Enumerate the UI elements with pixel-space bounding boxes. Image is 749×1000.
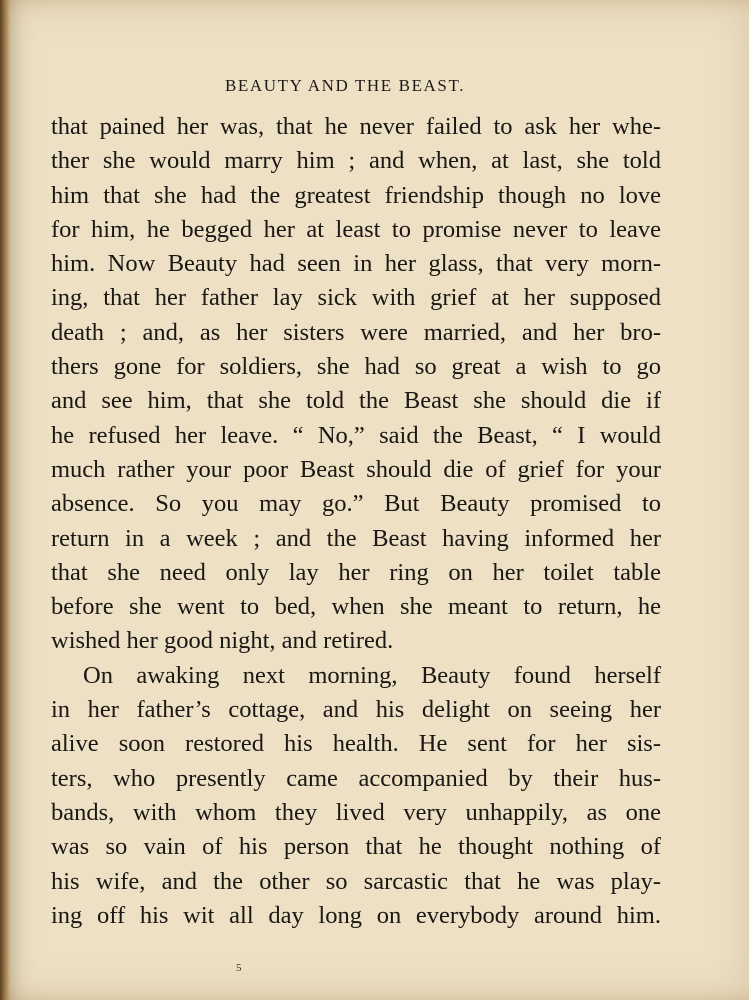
text-line: and see him, that she told the Beast she should die if: [51, 387, 661, 415]
text-line: that pained her was, that he never failed to ask her whe-: [51, 113, 661, 140]
text-line: ther she would marry him ; and when, at last, she told: [51, 147, 661, 175]
text-line: was so vain of his person that he thought nothing of: [51, 833, 661, 861]
text-line: bands, with whom they lived very unhappily, as one: [51, 798, 661, 826]
text-line: him that she had the greatest friendship though no love: [51, 181, 661, 209]
text-line: wished her good night, and retired.: [51, 627, 394, 655]
text-line: On awaking next morning, Beauty found herself: [83, 661, 661, 689]
page-gutter-shadow: [0, 0, 10, 1000]
running-head: BEAUTY AND THE BEAST.: [224, 76, 466, 95]
text-line: for him, he begged her at least to promise never to leave: [51, 215, 661, 243]
text-line: thers gone for soldiers, she had so great a wish to go: [51, 353, 661, 381]
text-line: absence. So you may go.” But Beauty promised to: [51, 490, 661, 518]
text-line: ing, that her father lay sick with grief at her supposed: [51, 284, 661, 312]
text-line: much rather your poor Beast should die of grief for your: [51, 455, 661, 483]
text-line: return in a week ; and the Beast having informed her: [51, 524, 661, 552]
paragraph-1: [51, 110, 661, 659]
page-folio: 5: [236, 962, 242, 974]
text-line: ters, who presently came accompanied by their hus-: [51, 764, 661, 792]
body-text: [51, 110, 661, 933]
text-line: ing off his wit all day long on everybody around him.: [51, 901, 661, 929]
text-line: in her father’s cottage, and his delight on seeing her: [51, 696, 661, 724]
text-line: that she need only lay her ring on her toilet table: [51, 558, 661, 586]
text-line: he refused her leave. “ No,” said the Beast, “ I would: [51, 421, 661, 449]
text-line: his wife, and the other so sarcastic that he was play-: [51, 867, 661, 895]
text-line: before she went to bed, when she meant to return, he: [51, 593, 661, 621]
paragraph-2: [51, 659, 661, 933]
text-line: him. Now Beauty had seen in her glass, that very morn-: [51, 250, 661, 278]
text-line: death ; and, as her sisters were married, and her bro-: [51, 318, 661, 346]
text-line: alive soon restored his health. He sent for her sis-: [51, 730, 661, 758]
